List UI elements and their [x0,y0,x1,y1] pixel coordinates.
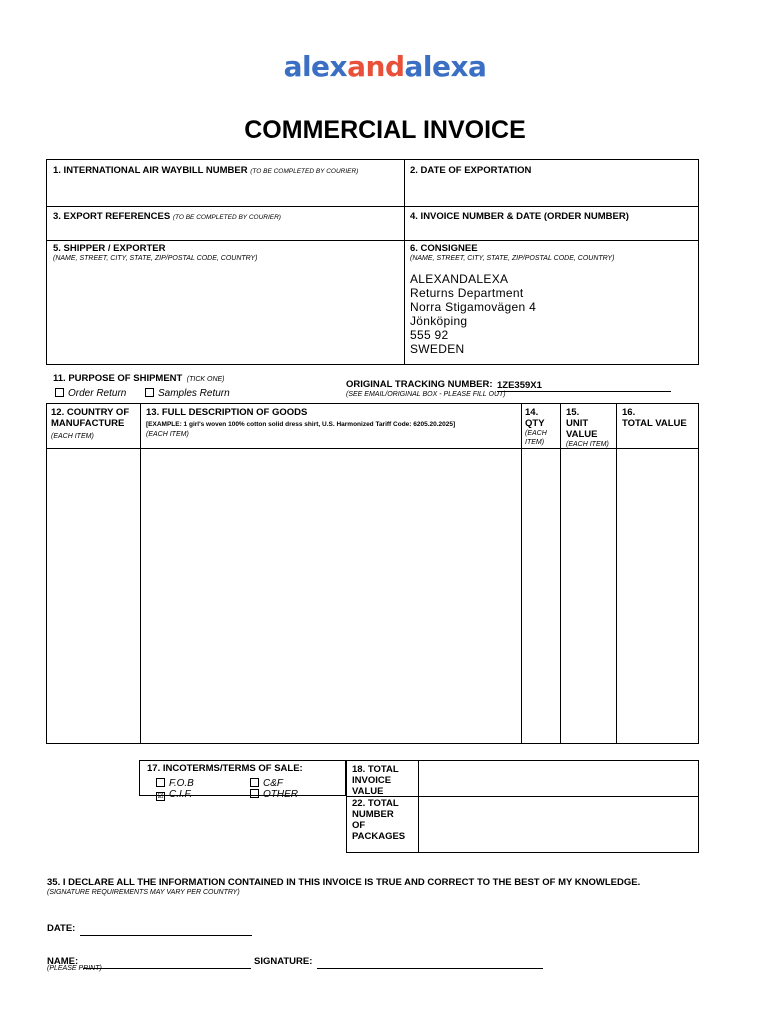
signature-line[interactable] [317,958,543,969]
divider [46,240,699,241]
field-export-date-label: 2. DATE OF EXPORTATION [410,165,532,176]
column-description-example: [EXAMPLE: 1 girl's woven 100% cotton solid dress shirt, U.S. Harmonized Tariff Code: 6205.20.2025] [146,421,456,428]
goods-unit-value-cell[interactable] [561,449,615,743]
purpose-option-samples-return[interactable] [145,383,230,401]
total-invoice-line1: 18. TOTAL [352,764,399,775]
total-invoice-value-field[interactable] [419,761,698,795]
term-cf-label: C&F [263,778,283,789]
logo-part-and: and [347,50,405,83]
total-packages-line3: OF [352,820,366,831]
total-packages-line2: NUMBER [352,809,394,820]
column-unit-value-number: 15. [566,407,580,418]
goods-description-cell[interactable] [141,449,520,743]
consignee-city: Jönköping [410,314,468,328]
field-export-references-note: (TO BE COMPLETED BY COURIER) [172,214,281,221]
field-consignee-note: (NAME, STREET, CITY, STATE, ZIP/POSTAL CODE, COUNTRY) [410,255,615,262]
field-export-references[interactable] [53,211,398,237]
consignee-name: ALEXANDALEXA [410,272,509,286]
total-invoice-line3: VALUE [352,786,384,797]
column-total-value-label: TOTAL VALUE [622,418,687,429]
column-header-description [146,407,518,439]
column-qty-note1: (EACH [525,430,547,437]
goods-qty-cell[interactable] [522,449,559,743]
date-label: DATE: [47,923,76,934]
checkbox-order-return[interactable] [55,388,64,397]
field-export-date[interactable] [410,165,695,203]
incoterms-label: 17. INCOTERMS/TERMS OF SALE: [147,763,303,774]
consignee-country: SWEDEN [410,342,465,356]
signature-field[interactable] [254,951,543,969]
purpose-option-order-return[interactable] [55,383,126,401]
column-header-country [51,407,139,441]
column-header-qty [525,407,559,447]
field-invoice-number-label: 4. INVOICE NUMBER & DATE (ORDER NUMBER) [410,211,629,222]
column-unit-value-line1: UNIT [566,418,589,429]
column-header-unit-value [566,407,616,449]
declaration-text: 35. I DECLARE ALL THE INFORMATION CONTAINED IN THIS INVOICE IS TRUE AND CORRECT TO THE BEST OF MY KNOWLEDGE. [47,877,641,888]
name-label: NAME: [47,956,79,967]
term-other-label: OTHER [263,789,298,800]
purpose-label: 11. PURPOSE OF SHIPMENT [53,373,183,384]
option-order-return-label: Order Return [68,388,127,399]
name-line[interactable] [83,958,251,969]
total-packages-field[interactable] [419,797,698,852]
field-consignee-label: 6. CONSIGNEE [410,243,478,254]
total-invoice-value-label [352,764,399,797]
field-export-references-label: 3. EXPORT REFERENCES [53,211,171,222]
declaration-note: (SIGNATURE REQUIREMENTS MAY VARY PER COUNTRY) [47,889,240,896]
tracking-value: 1ZE359X1 [497,380,542,391]
column-qty-note2: ITEM) [525,439,545,446]
checkbox-cif-checked[interactable]: ☑ [157,793,164,800]
total-invoice-line2: INVOICE [352,775,392,786]
consignee-postal-code: 555 92 [410,328,449,342]
purpose-note: (TICK ONE) [186,376,225,383]
field-airwaybill-label: 1. INTERNATIONAL AIR WAYBILL NUMBER [53,165,248,176]
logo-part-alexa: alexa [404,50,487,83]
total-packages-line1: 22. TOTAL [352,798,399,809]
term-option-other[interactable] [250,784,298,802]
divider [404,159,405,365]
total-packages-label [352,798,405,842]
consignee-address [410,272,695,356]
logo-part-alex: alex [283,50,348,83]
option-samples-return-label: Samples Return [158,388,230,399]
field-airwaybill[interactable] [53,165,398,203]
column-unit-value-note: (EACH ITEM) [566,441,609,448]
goods-total-value-cell[interactable] [617,449,698,743]
column-country-line1: 12. COUNTRY OF [51,407,130,418]
signature-label: SIGNATURE: [254,956,313,967]
print-note: (PLEASE PRINT) [47,965,102,972]
column-country-note: (EACH ITEM) [51,433,94,440]
checkbox-other[interactable] [250,789,259,798]
consignee-street: Norra Stigamovägen 4 [410,300,537,314]
column-description-label: 13. FULL DESCRIPTION OF GOODS [146,407,308,418]
consignee-department: Returns Department [410,286,524,300]
date-field[interactable] [47,918,252,936]
tracking-label: ORIGINAL TRACKING NUMBER: [346,379,493,390]
field-invoice-number[interactable] [410,211,695,237]
term-cif-label: C.I.F. [169,789,193,800]
field-shipper[interactable] [53,243,398,361]
field-airwaybill-note: (TO BE COMPLETED BY COURIER) [250,168,359,175]
page-title: COMMERCIAL INVOICE [244,116,526,144]
column-qty-label: QTY [525,418,545,429]
field-shipper-label: 5. SHIPPER / EXPORTER [53,243,166,254]
column-country-line2: MANUFACTURE [51,418,125,429]
date-line[interactable] [80,925,252,936]
term-fob-label: F.O.B [169,778,194,789]
column-description-note: (EACH ITEM) [146,431,189,438]
divider [46,206,699,207]
term-option-cif[interactable] [156,784,192,802]
column-header-total-value [622,407,698,429]
field-shipper-note: (NAME, STREET, CITY, STATE, ZIP/POSTAL CODE, COUNTRY) [53,255,258,262]
goods-country-cell[interactable] [47,449,139,743]
field-consignee[interactable] [410,243,695,361]
brand-logo [0,50,770,83]
tracking-note: (SEE EMAIL/ORIGINAL BOX - PLEASE FILL OUT) [346,391,506,398]
total-packages-line4: PACKAGES [352,831,406,842]
tracking-value-line [497,380,671,392]
column-unit-value-line2: VALUE [566,429,598,440]
column-qty-number: 14. [525,407,539,418]
column-total-value-number: 16. [622,407,636,418]
checkbox-samples-return[interactable] [145,388,154,397]
